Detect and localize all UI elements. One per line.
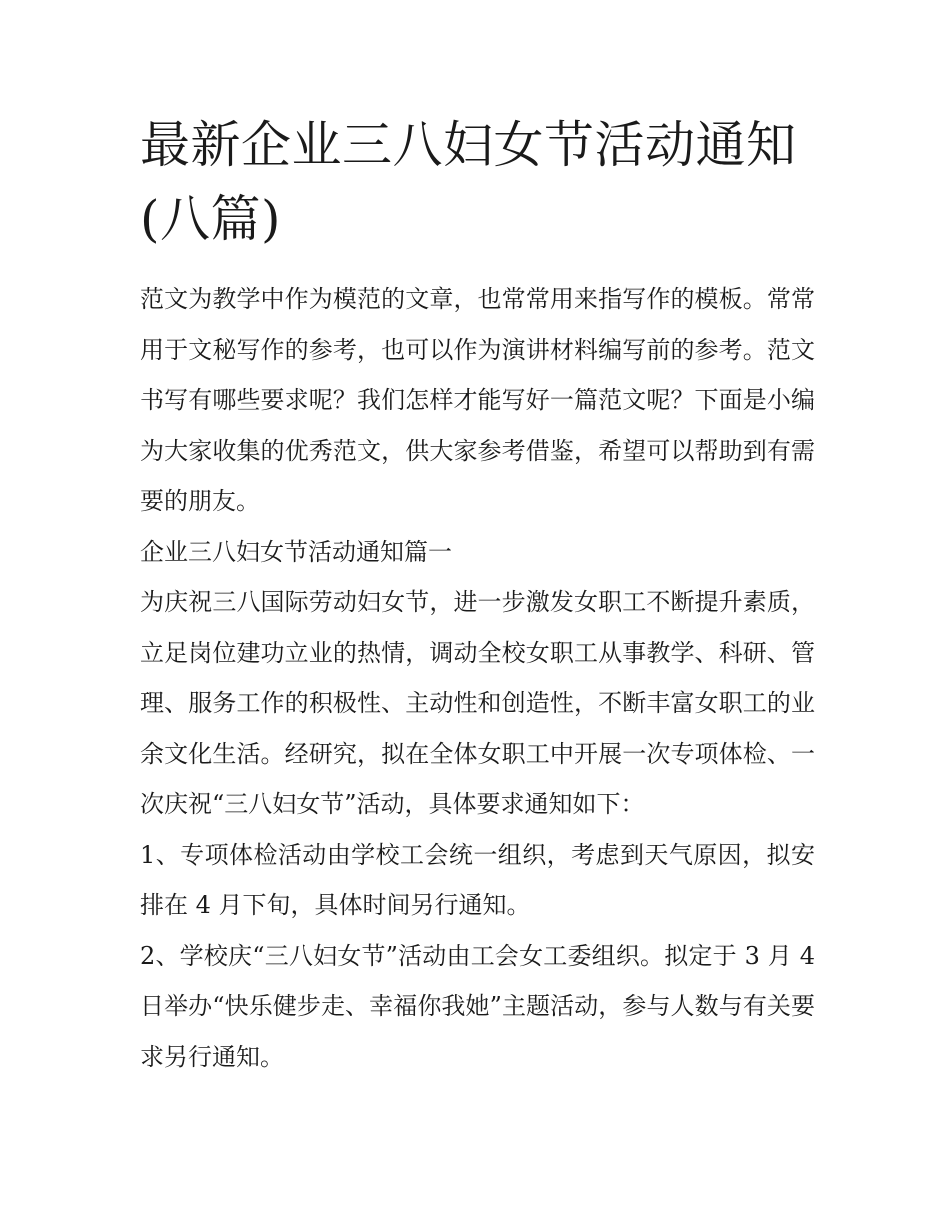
- intro-paragraph: 范文为教学中作为模范的文章，也常常用来指写作的模板。常常用于文秘写作的参考，也可以作为演讲材料编写前的参考。范文书写有哪些要求呢？我们怎样才能写好一篇范文呢？下面是小编为大家收集的优秀范文，供大家参考借鉴，希望可以帮助到有需要的朋友。: [140, 285, 815, 515]
- section-heading: 企业三八妇女节活动通知篇一: [140, 537, 452, 566]
- document-page: [140, 108, 815, 1082]
- body-paragraph: 为庆祝三八国际劳动妇女节，进一步激发女职工不断提升素质，立足岗位建功立业的热情，调动全校女职工从事教学、科研、管理、服务工作的积极性、主动性和创造性，不断丰富女职工的业余文化生活。经研究，拟在全体女职工中开展一次专项体检、一次庆祝“三八妇女节”活动，具体要求通知如下：: [140, 588, 815, 818]
- document-title: 最新企业三八妇女节活动通知(八篇): [140, 116, 797, 248]
- list-item-2: 2、学校庆“三八妇女节”活动由工会女工委组织。拟定于 3 月 4 日举办“快乐健步走、幸福你我她”主题活动，参与人数与有关要求另行通知。: [140, 941, 815, 1071]
- list-item-1: 1、专项体检活动由学校工会统一组织，考虑到天气原因，拟安排在 4 月下旬，具体时间另行通知。: [140, 840, 815, 919]
